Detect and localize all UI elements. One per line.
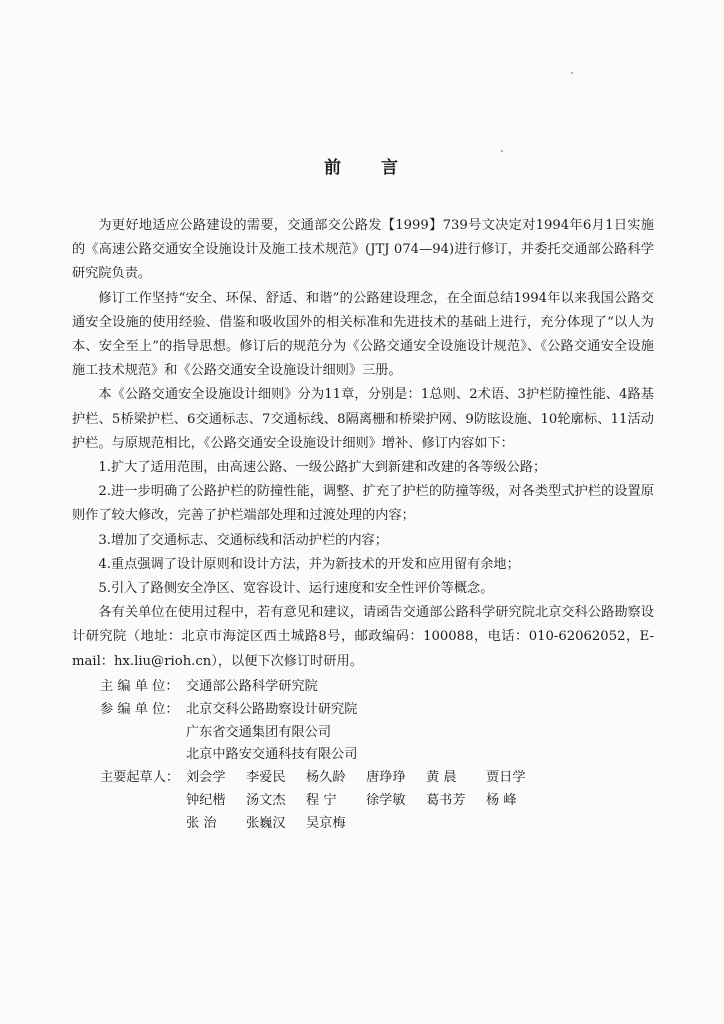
list-item: 3.增加了交通标志、交通标线和活动护栏的内容； xyxy=(98,532,388,548)
drafters-row xyxy=(100,767,660,835)
drafter-name: 李爱民 xyxy=(246,770,286,786)
list-item: 4.重点强调了设计原则和设计方法，并为新技术的开发和应用留有余地； xyxy=(98,556,520,572)
page-title xyxy=(0,153,724,178)
closing-paragraph: 各有关单位在使用过程中，若有意见和建议，请函告交通部公路科学研究院北京交科公路勘察设计研究院（地址：北京市海淀区西土城路8号，邮政编码：100088，电话：010-62062052，E-mail：hx.liu@rioh.cn），以便下次修订时研用。 xyxy=(72,605,654,669)
list-item: 5.引入了路侧安全净区、宽容设计、运行速度和安全性评价等概念。 xyxy=(98,581,494,597)
drafter-name: 钟纪楷 xyxy=(186,792,226,808)
drafter-name: 杨 峰 xyxy=(486,792,517,808)
co-editor-unit: 广东省交通集团有限公司 xyxy=(186,724,332,740)
list-item: 2.进一步明确了公路护栏的防撞性能，调整、扩充了护栏的防撞等级，对各类型式护栏的设置原则作了较大修改，完善了护栏端部处理和过渡处理的内容； xyxy=(72,484,654,524)
drafter-name: 杨久龄 xyxy=(306,770,346,786)
title-char-1: 前 xyxy=(324,158,343,178)
chief-editor-label: 主 编 单 位： xyxy=(100,679,179,694)
drafter-name: 贾日学 xyxy=(486,770,526,786)
chief-editor-row xyxy=(100,676,660,699)
paragraph: 本《公路交通安全设施设计细则》分为11章，分别是：1总则、2术语、3护栏防撞性能、4路基护栏、5桥梁护栏、6交通标志、7交通标线、8隔离栅和桥梁护网、9防眩设施、10轮廓标、11活动护栏。与原规范相比，《公路交通安全设施设计细则》增补、修订内容如下： xyxy=(72,387,654,451)
drafter-name: 刘会学 xyxy=(186,770,226,786)
drafter-name: 程 宁 xyxy=(306,792,337,808)
preface-body xyxy=(72,214,654,674)
title-char-2: 言 xyxy=(381,158,400,178)
co-editor-row xyxy=(100,699,660,767)
list-item: 1.扩大了适用范围，由高速公路、一级公路扩大到新建和改建的各等级公路； xyxy=(98,460,547,476)
drafter-name: 张 治 xyxy=(186,815,217,831)
scan-speck xyxy=(501,150,503,152)
drafter-name: 吴京梅 xyxy=(306,815,346,831)
drafter-name: 唐琤琤 xyxy=(366,770,406,786)
drafters-line xyxy=(186,767,546,790)
drafter-name: 张巍汉 xyxy=(246,815,286,831)
paragraph: 为更好地适应公路建设的需要，交通部交公路发【1999】739号文决定对1994年6月1日实施的《高速公路交通安全设施设计及施工技术规范》(JTJ 074—94)进行修订，并委托交通部公路科学研究院负责。 xyxy=(72,218,654,282)
co-editor-label: 参 编 单 位： xyxy=(100,701,179,717)
drafters-line xyxy=(186,790,546,813)
chief-editor-unit: 交通部公路科学研究院 xyxy=(186,679,318,694)
drafter-name: 徐学敏 xyxy=(366,792,406,808)
drafter-name: 黄 晨 xyxy=(426,770,457,786)
scan-speck xyxy=(571,72,573,74)
co-editor-unit: 北京交科公路勘察设计研究院 xyxy=(186,701,358,717)
drafter-name: 汤文杰 xyxy=(246,792,286,808)
drafter-name: 葛书芳 xyxy=(426,792,466,808)
drafters-label: 主要起草人： xyxy=(100,770,180,786)
paragraph: 修订工作坚持“安全、环保、舒适、和谐”的公路建设理念，在全面总结1994年以来我国公路交通安全设施的使用经验、借鉴和吸收国外的相关标准和先进技术的基础上进行，充分体现了“以人为本、安全至上”的指导思想。修订后的规范分为《公路交通安全设施设计规范》、《公路交通安全设施施工技术规范》和《公路交通安全设施设计细则》三册。 xyxy=(72,290,654,379)
credits-block xyxy=(100,676,660,836)
drafters-line xyxy=(186,813,546,836)
co-editor-unit: 北京中路安交通科技有限公司 xyxy=(186,747,358,763)
